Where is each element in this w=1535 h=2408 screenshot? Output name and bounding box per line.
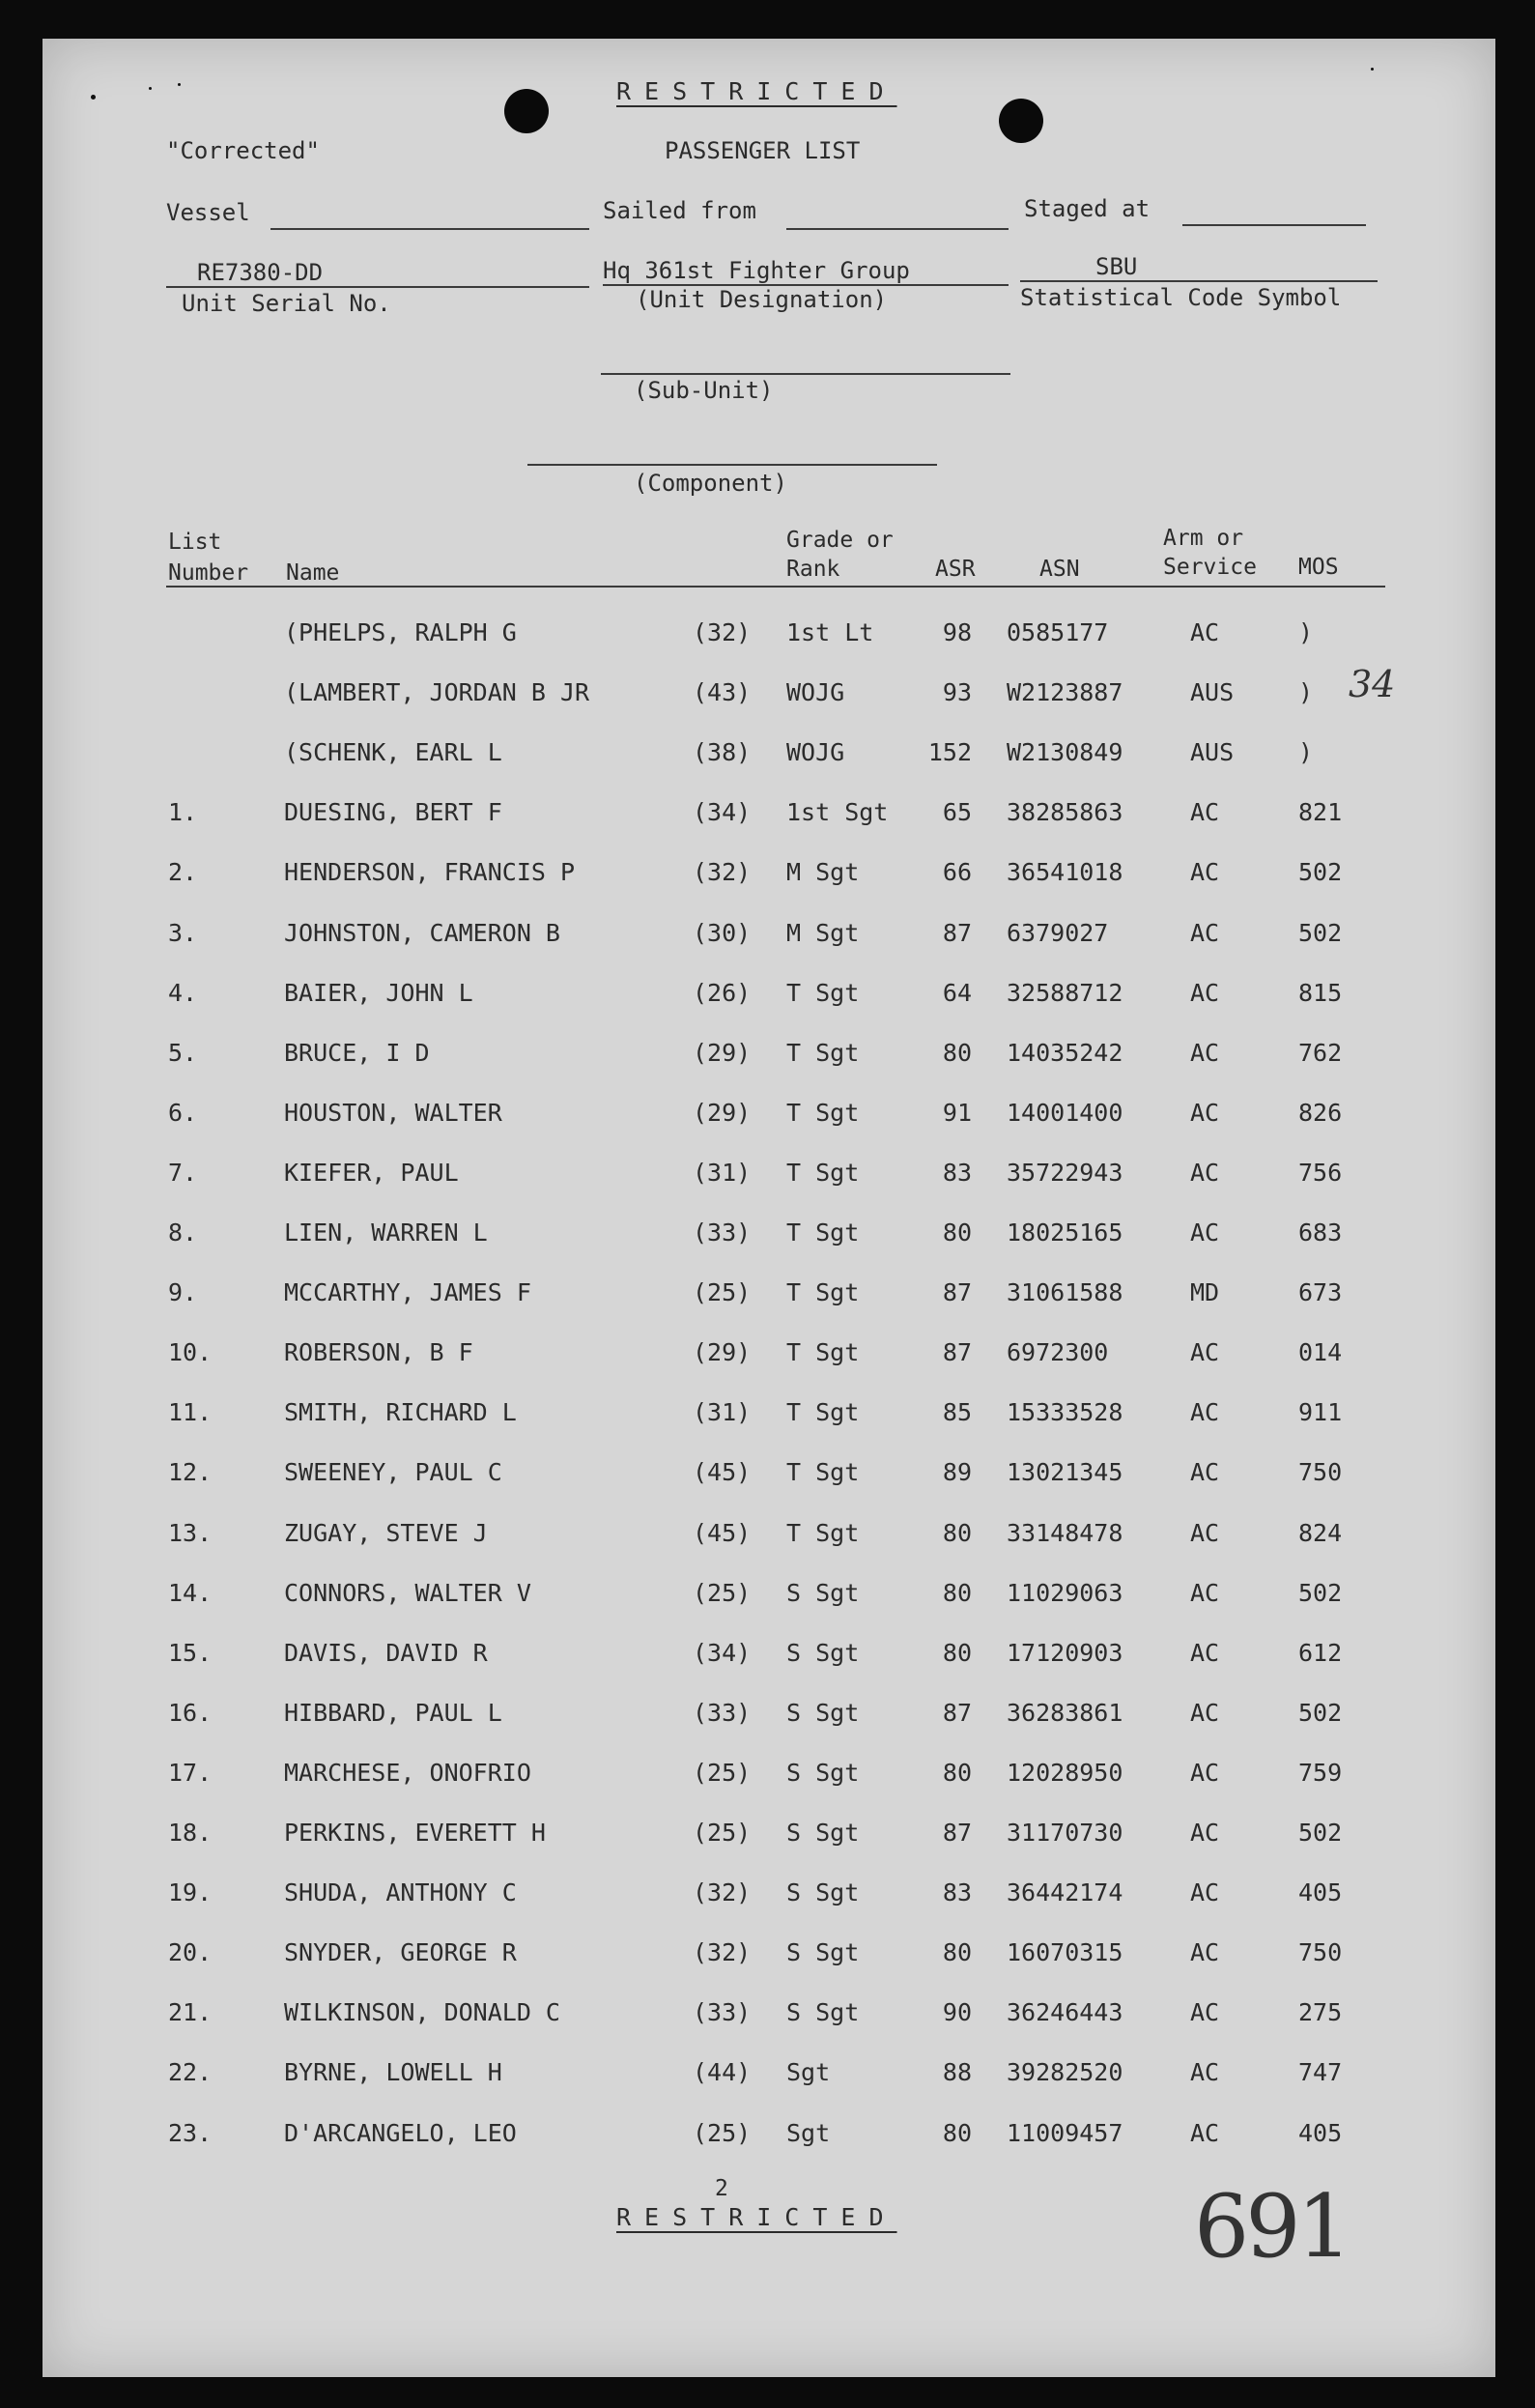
cell-list-number: 18. (168, 1819, 213, 1847)
cell-grade-rank: S Sgt (786, 1758, 860, 1787)
col-grade-2: Rank (786, 557, 840, 582)
cell-list-number: 9. (168, 1278, 198, 1307)
stat-code-line (1020, 280, 1378, 282)
cell-mos: 502 (1298, 1578, 1343, 1607)
cell-asr: 87 (942, 1338, 972, 1367)
cell-age: (34) (693, 1638, 752, 1667)
cell-list-number: 13. (168, 1518, 213, 1547)
cell-arm-service: AC (1190, 1758, 1220, 1787)
vessel-label: Vessel (166, 199, 250, 226)
cell-list-number: 20. (168, 1938, 213, 1967)
table-row (43, 1398, 1495, 1437)
speck (178, 83, 181, 86)
cell-arm-service: AC (1190, 2118, 1220, 2147)
cell-mos: 750 (1298, 1458, 1343, 1487)
cell-list-number: 16. (168, 1698, 213, 1727)
corrected-note: "Corrected" (166, 137, 320, 164)
cell-arm-service: AC (1190, 1878, 1220, 1907)
cell-mos: 405 (1298, 1878, 1343, 1907)
table-row (43, 1998, 1495, 2037)
cell-asr: 93 (942, 678, 972, 707)
cell-age: (33) (693, 1698, 752, 1727)
sailed-from-line (786, 228, 1009, 230)
cell-age: (43) (693, 678, 752, 707)
cell-asn: 36246443 (1007, 1998, 1123, 2027)
cell-asn: 31061588 (1007, 1278, 1123, 1307)
table-row (43, 1039, 1495, 1077)
cell-asr: 88 (942, 2058, 972, 2087)
cell-asr: 91 (942, 1098, 972, 1127)
cell-passenger-name: CONNORS, WALTER V (284, 1578, 531, 1607)
col-arm-1: Arm or (1163, 526, 1244, 551)
cell-passenger-name: KIEFER, PAUL (284, 1158, 459, 1187)
cell-age: (38) (693, 738, 752, 767)
cell-list-number: 22. (168, 2058, 213, 2087)
cell-asn: 6379027 (1007, 918, 1109, 947)
cell-grade-rank: S Sgt (786, 1578, 860, 1607)
document-title: PASSENGER LIST (665, 137, 861, 164)
cell-age: (44) (693, 2058, 752, 2087)
cell-grade-rank: T Sgt (786, 1218, 860, 1247)
cell-asr: 83 (942, 1878, 972, 1907)
cell-asr: 80 (942, 1758, 972, 1787)
cell-mos: 821 (1298, 798, 1343, 827)
cell-grade-rank: S Sgt (786, 1938, 860, 1967)
cell-passenger-name: ROBERSON, B F (284, 1338, 473, 1367)
sub-unit-line (601, 373, 1010, 375)
table-row (43, 738, 1495, 777)
table-row (43, 1519, 1495, 1558)
cell-asr: 83 (942, 1158, 972, 1187)
table-row (43, 1699, 1495, 1737)
cell-grade-rank: T Sgt (786, 1098, 860, 1127)
punch-hole-right (999, 99, 1043, 143)
table-row (43, 2058, 1495, 2097)
cell-passenger-name: MCCARTHY, JAMES F (284, 1278, 531, 1307)
table-row (43, 2119, 1495, 2158)
cell-asr: 80 (942, 1218, 972, 1247)
cell-asn: 36283861 (1007, 1698, 1123, 1727)
table-row (43, 919, 1495, 958)
cell-asr: 80 (942, 1938, 972, 1967)
cell-asn: W2123887 (1007, 678, 1123, 707)
vessel-line (270, 228, 589, 230)
cell-mos: 911 (1298, 1398, 1343, 1427)
cell-passenger-name: HOUSTON, WALTER (284, 1098, 502, 1127)
cell-asr: 87 (942, 1698, 972, 1727)
table-row (43, 1218, 1495, 1257)
cell-list-number: 8. (168, 1218, 198, 1247)
table-row (43, 1759, 1495, 1797)
cell-arm-service: AC (1190, 618, 1220, 646)
cell-passenger-name: SHUDA, ANTHONY C (284, 1878, 517, 1907)
cell-grade-rank: T Sgt (786, 1278, 860, 1307)
cell-grade-rank: T Sgt (786, 978, 860, 1007)
classification-bottom: RESTRICTED (616, 2203, 897, 2231)
cell-list-number: 6. (168, 1098, 198, 1127)
cell-mos: 756 (1298, 1158, 1343, 1187)
cell-asn: 11009457 (1007, 2118, 1123, 2147)
table-row (43, 1099, 1495, 1137)
header-underline (166, 586, 1385, 588)
table-row (43, 1458, 1495, 1497)
cell-age: (32) (693, 858, 752, 887)
cell-arm-service: AC (1190, 1338, 1220, 1367)
cell-passenger-name: ZUGAY, STEVE J (284, 1518, 488, 1547)
cell-age: (33) (693, 1218, 752, 1247)
cell-age: (32) (693, 618, 752, 646)
cell-asr: 80 (942, 1038, 972, 1067)
cell-mos: 014 (1298, 1338, 1343, 1367)
cell-passenger-name: HENDERSON, FRANCIS P (284, 858, 576, 887)
cell-age: (45) (693, 1458, 752, 1487)
speck (1371, 68, 1374, 71)
cell-asn: 15333528 (1007, 1398, 1123, 1427)
cell-passenger-name: LIEN, WARREN L (284, 1218, 488, 1247)
cell-asn: 14001400 (1007, 1098, 1123, 1127)
cell-arm-service: AC (1190, 1518, 1220, 1547)
punch-hole-left (504, 89, 549, 133)
table-row (43, 1159, 1495, 1197)
speck (91, 95, 96, 100)
cell-age: (25) (693, 1578, 752, 1607)
col-name: Name (286, 560, 340, 586)
cell-asr: 87 (942, 918, 972, 947)
cell-passenger-name: D'ARCANGELO, LEO (284, 2118, 517, 2147)
cell-age: (25) (693, 1819, 752, 1847)
cell-age: (29) (693, 1338, 752, 1367)
cell-list-number: 17. (168, 1758, 213, 1787)
table-row (43, 678, 1495, 717)
cell-mos: 502 (1298, 1698, 1343, 1727)
cell-asr: 152 (927, 738, 972, 767)
cell-mos: ) (1298, 738, 1314, 767)
cell-mos: 762 (1298, 1038, 1343, 1067)
page-number: 2 (715, 2176, 728, 2201)
cell-age: (25) (693, 1278, 752, 1307)
cell-arm-service: AC (1190, 2058, 1220, 2087)
cell-arm-service: AC (1190, 1158, 1220, 1187)
component-line (527, 464, 937, 466)
component-label: (Component) (634, 470, 787, 497)
cell-mos: 502 (1298, 858, 1343, 887)
cell-arm-service: AC (1190, 1819, 1220, 1847)
table-row (43, 858, 1495, 897)
table-row (43, 1338, 1495, 1377)
unit-designation-label: (Unit Designation) (636, 286, 888, 313)
cell-arm-service: AUS (1190, 738, 1235, 767)
cell-arm-service: AC (1190, 1398, 1220, 1427)
cell-arm-service: AC (1190, 1638, 1220, 1667)
cell-grade-rank: S Sgt (786, 1878, 860, 1907)
cell-age: (31) (693, 1398, 752, 1427)
table-row (43, 1278, 1495, 1317)
cell-asn: 12028950 (1007, 1758, 1123, 1787)
cell-grade-rank: Sgt (786, 2058, 831, 2087)
cell-asn: 33148478 (1007, 1518, 1123, 1547)
cell-list-number: 10. (168, 1338, 213, 1367)
cell-asr: 65 (942, 798, 972, 827)
cell-grade-rank: T Sgt (786, 1458, 860, 1487)
handwritten-number: 691 (1194, 2176, 1349, 2278)
col-mos: MOS (1298, 555, 1339, 580)
cell-asn: 36442174 (1007, 1878, 1123, 1907)
cell-asn: 13021345 (1007, 1458, 1123, 1487)
sub-unit-label: (Sub-Unit) (634, 377, 774, 404)
cell-asr: 90 (942, 1998, 972, 2027)
cell-asn: 35722943 (1007, 1158, 1123, 1187)
cell-mos: 750 (1298, 1938, 1343, 1967)
table-row (43, 1938, 1495, 1977)
cell-age: (30) (693, 918, 752, 947)
table-row (43, 798, 1495, 837)
cell-passenger-name: (LAMBERT, JORDAN B JR (284, 678, 590, 707)
cell-passenger-name: HIBBARD, PAUL L (284, 1698, 502, 1727)
cell-mos: 826 (1298, 1098, 1343, 1127)
cell-age: (33) (693, 1998, 752, 2027)
cell-list-number: 19. (168, 1878, 213, 1907)
cell-asn: 16070315 (1007, 1938, 1123, 1967)
cell-asn: 6972300 (1007, 1338, 1109, 1367)
stat-code-value: SBU (1095, 253, 1138, 280)
cell-grade-rank: WOJG (786, 738, 845, 767)
cell-grade-rank: S Sgt (786, 1698, 860, 1727)
col-arm-2: Service (1163, 555, 1257, 580)
cell-arm-service: AC (1190, 918, 1220, 947)
cell-mos: 502 (1298, 1819, 1343, 1847)
cell-grade-rank: T Sgt (786, 1038, 860, 1067)
cell-list-number: 14. (168, 1578, 213, 1607)
cell-grade-rank: 1st Sgt (786, 798, 889, 827)
cell-age: (32) (693, 1878, 752, 1907)
cell-mos: 612 (1298, 1638, 1343, 1667)
cell-asn: 38285863 (1007, 798, 1123, 827)
cell-arm-service: MD (1190, 1278, 1220, 1307)
cell-list-number: 2. (168, 858, 198, 887)
cell-arm-service: AC (1190, 1458, 1220, 1487)
cell-list-number: 15. (168, 1638, 213, 1667)
col-asn: ASN (1039, 557, 1080, 582)
cell-passenger-name: SNYDER, GEORGE R (284, 1938, 517, 1967)
cell-arm-service: AC (1190, 1938, 1220, 1967)
cell-age: (34) (693, 798, 752, 827)
cell-asn: 11029063 (1007, 1578, 1123, 1607)
sailed-from-label: Sailed from (603, 197, 756, 224)
cell-age: (29) (693, 1098, 752, 1127)
cell-list-number: 21. (168, 1998, 213, 2027)
cell-asr: 66 (942, 858, 972, 887)
margin-note: 34 (1349, 663, 1396, 705)
document-page (43, 39, 1495, 2377)
table-row (43, 1579, 1495, 1618)
col-list-number-2: Number (168, 560, 249, 586)
cell-mos: 683 (1298, 1218, 1343, 1247)
staged-at-label: Staged at (1024, 195, 1151, 222)
cell-asn: 18025165 (1007, 1218, 1123, 1247)
cell-list-number: 11. (168, 1398, 213, 1427)
cell-age: (32) (693, 1938, 752, 1967)
cell-arm-service: AC (1190, 1098, 1220, 1127)
cell-asr: 87 (942, 1819, 972, 1847)
cell-list-number: 1. (168, 798, 198, 827)
cell-asn: W2130849 (1007, 738, 1123, 767)
cell-list-number: 23. (168, 2118, 213, 2147)
table-row (43, 979, 1495, 1018)
cell-passenger-name: SMITH, RICHARD L (284, 1398, 517, 1427)
cell-list-number: 4. (168, 978, 198, 1007)
cell-asr: 80 (942, 2118, 972, 2147)
cell-mos: 673 (1298, 1278, 1343, 1307)
cell-grade-rank: T Sgt (786, 1518, 860, 1547)
cell-asn: 39282520 (1007, 2058, 1123, 2087)
cell-age: (26) (693, 978, 752, 1007)
cell-passenger-name: BAIER, JOHN L (284, 978, 473, 1007)
unit-serial-line (166, 286, 589, 288)
cell-arm-service: AC (1190, 1218, 1220, 1247)
cell-arm-service: AC (1190, 798, 1220, 827)
cell-arm-service: AC (1190, 858, 1220, 887)
unit-serial-value: RE7380-DD (197, 259, 324, 286)
cell-arm-service: AUS (1190, 678, 1235, 707)
cell-passenger-name: DAVIS, DAVID R (284, 1638, 488, 1667)
cell-age: (29) (693, 1038, 752, 1067)
cell-grade-rank: Sgt (786, 2118, 831, 2147)
cell-grade-rank: S Sgt (786, 1638, 860, 1667)
cell-asr: 87 (942, 1278, 972, 1307)
cell-list-number: 5. (168, 1038, 198, 1067)
cell-grade-rank: S Sgt (786, 1998, 860, 2027)
stat-code-label: Statistical Code Symbol (1020, 284, 1342, 311)
cell-asn: 17120903 (1007, 1638, 1123, 1667)
cell-passenger-name: BYRNE, LOWELL H (284, 2058, 502, 2087)
cell-mos: 815 (1298, 978, 1343, 1007)
cell-grade-rank: T Sgt (786, 1398, 860, 1427)
cell-mos: 824 (1298, 1518, 1343, 1547)
cell-arm-service: AC (1190, 978, 1220, 1007)
cell-age: (25) (693, 1758, 752, 1787)
speck (149, 87, 152, 90)
cell-passenger-name: SWEENEY, PAUL C (284, 1458, 502, 1487)
cell-mos: ) (1298, 618, 1314, 646)
cell-passenger-name: (PHELPS, RALPH G (284, 618, 517, 646)
table-row (43, 1819, 1495, 1857)
cell-mos: ) (1298, 678, 1314, 707)
table-row (43, 618, 1495, 657)
cell-list-number: 3. (168, 918, 198, 947)
cell-asn: 31170730 (1007, 1819, 1123, 1847)
classification-top: RESTRICTED (616, 77, 897, 105)
cell-age: (31) (693, 1158, 752, 1187)
cell-asr: 64 (942, 978, 972, 1007)
table-row (43, 1639, 1495, 1677)
cell-asr: 80 (942, 1518, 972, 1547)
cell-mos: 275 (1298, 1998, 1343, 2027)
unit-designation-value: Hq 361st Fighter Group (603, 257, 910, 284)
cell-asn: 36541018 (1007, 858, 1123, 887)
cell-mos: 502 (1298, 918, 1343, 947)
cell-grade-rank: WOJG (786, 678, 845, 707)
cell-age: (45) (693, 1518, 752, 1547)
cell-asr: 80 (942, 1578, 972, 1607)
cell-grade-rank: T Sgt (786, 1158, 860, 1187)
table-row (43, 1878, 1495, 1917)
cell-mos: 405 (1298, 2118, 1343, 2147)
cell-passenger-name: JOHNSTON, CAMERON B (284, 918, 560, 947)
cell-arm-service: AC (1190, 1698, 1220, 1727)
cell-asn: 32588712 (1007, 978, 1123, 1007)
cell-passenger-name: MARCHESE, ONOFRIO (284, 1758, 531, 1787)
unit-serial-label: Unit Serial No. (182, 290, 391, 317)
cell-asn: 14035242 (1007, 1038, 1123, 1067)
cell-grade-rank: M Sgt (786, 918, 860, 947)
cell-arm-service: AC (1190, 1578, 1220, 1607)
cell-age: (25) (693, 2118, 752, 2147)
cell-asr: 89 (942, 1458, 972, 1487)
cell-grade-rank: 1st Lt (786, 618, 874, 646)
cell-passenger-name: BRUCE, I D (284, 1038, 430, 1067)
cell-asr: 98 (942, 618, 972, 646)
cell-list-number: 7. (168, 1158, 198, 1187)
col-asr: ASR (935, 557, 976, 582)
cell-asr: 80 (942, 1638, 972, 1667)
staged-at-line (1182, 224, 1366, 226)
cell-arm-service: AC (1190, 1998, 1220, 2027)
cell-arm-service: AC (1190, 1038, 1220, 1067)
cell-passenger-name: PERKINS, EVERETT H (284, 1819, 546, 1847)
cell-passenger-name: DUESING, BERT F (284, 798, 502, 827)
cell-grade-rank: S Sgt (786, 1819, 860, 1847)
cell-grade-rank: M Sgt (786, 858, 860, 887)
cell-grade-rank: T Sgt (786, 1338, 860, 1367)
col-list-number-1: List (168, 530, 222, 555)
cell-asn: 0585177 (1007, 618, 1109, 646)
cell-passenger-name: WILKINSON, DONALD C (284, 1998, 560, 2027)
cell-mos: 747 (1298, 2058, 1343, 2087)
cell-mos: 759 (1298, 1758, 1343, 1787)
cell-asr: 85 (942, 1398, 972, 1427)
cell-passenger-name: (SCHENK, EARL L (284, 738, 502, 767)
col-grade-1: Grade or (786, 528, 894, 553)
cell-list-number: 12. (168, 1458, 213, 1487)
